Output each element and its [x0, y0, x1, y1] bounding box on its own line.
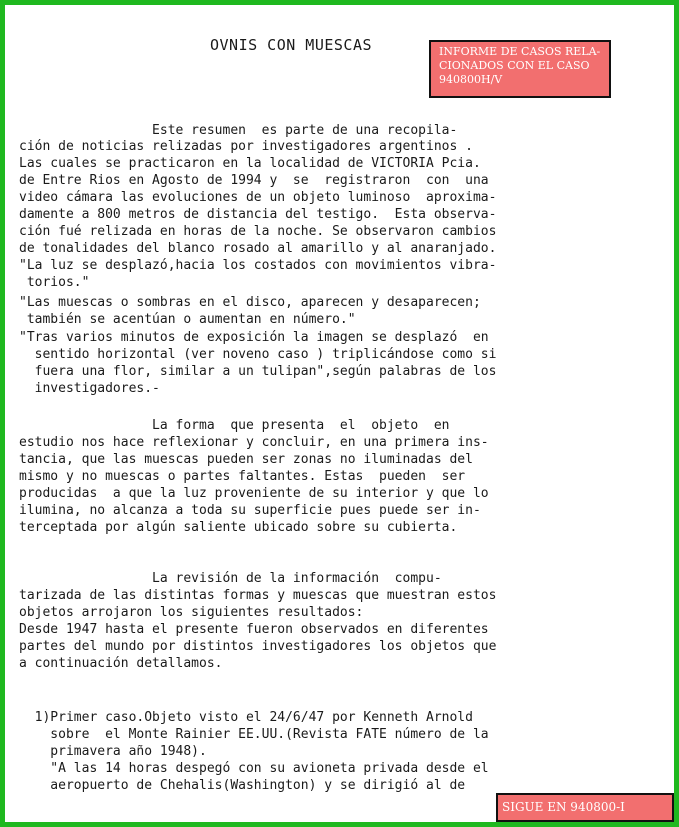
- text-line: "Las muescas o sombras en el disco, aparecen y desaparecen;: [19, 295, 481, 310]
- text-line: a continuación detallamos.: [19, 656, 223, 671]
- text-line: tancia, que las muescas pueden ser zonas no iluminadas del: [19, 452, 473, 467]
- document-title: OVNIS CON MUESCAS: [210, 36, 373, 54]
- text-line: ción fué relizada en horas de la noche. Se observaron cambios: [19, 224, 497, 239]
- text-line: La revisión de la información compu-: [19, 571, 442, 586]
- text-line: ción de noticias relizadas por investigadores argentinos .: [19, 139, 473, 154]
- text-line: tarizada de las distintas formas y muescas que muestran estos: [19, 588, 497, 603]
- text-line: primavera año 1948).: [19, 744, 207, 759]
- text-line: sentido horizontal (ver noveno caso ) triplicándose como si: [19, 347, 497, 362]
- case-report-stamp: [429, 40, 611, 98]
- text-line: de tonalidades del blanco rosado al amarillo y al anaranjado.: [19, 241, 497, 256]
- text-line: terceptada por algún saliente ubicado sobre su cubierta.: [19, 520, 458, 535]
- text-line: torios.": [19, 275, 90, 290]
- text-line: Las cuales se practicaron en la localidad de VICTORIA Pcia.: [19, 156, 481, 171]
- text-line: fuera una flor, similar a un tulipan",según palabras de los: [19, 364, 497, 379]
- text-line: estudio nos hace reflexionar y concluir, en una primera ins-: [19, 435, 489, 450]
- text-line: Desde 1947 hasta el presente fueron observados en diferentes: [19, 622, 489, 637]
- text-line: también se acentúan o aumentan en número.": [19, 312, 356, 327]
- text-line: de Entre Rios en Agosto de 1994 y se registraron con una: [19, 173, 489, 188]
- text-line: ilumina, no alcanza a toda su superficie pues puede ser in-: [19, 503, 481, 518]
- text-line: objetos arrojaron los siguientes resultados:: [19, 605, 364, 620]
- stamp-line-1: INFORME DE CASOS RELA-: [439, 45, 601, 58]
- text-line: "La luz se desplazó,hacia los costados con movimientos vibra-: [19, 258, 497, 273]
- text-line: investigadores.-: [19, 381, 160, 396]
- text-line: La forma que presenta el objeto en: [19, 418, 450, 433]
- text-line: "Tras varios minutos de exposición la imagen se desplazó en: [19, 330, 489, 345]
- stamp-line-2: CIONADOS CON EL CASO: [439, 59, 590, 72]
- text-line: producidas a que la luz proveniente de su interior y que lo: [19, 486, 489, 501]
- text-line: partes del mundo por distintos investigadores los objetos que: [19, 639, 497, 654]
- text-line: 1)Primer caso.Objeto visto el 24/6/47 por Kenneth Arnold: [19, 710, 473, 725]
- text-line: aeropuerto de Chehalis(Washington) y se dirigió al de: [19, 778, 466, 793]
- text-line: video cámara las evoluciones de un objeto luminoso aproxima-: [19, 190, 497, 205]
- text-line: damente a 800 metros de distancia del testigo. Esta observa-: [19, 207, 497, 222]
- document-page: [5, 5, 674, 822]
- text-line: Este resumen es parte de una recopila-: [19, 123, 458, 138]
- stamp-line-3: 940800H/V: [439, 73, 503, 86]
- text-line: mismo y no muescas o partes faltantes. Estas pueden ser: [19, 469, 466, 484]
- text-line: "A las 14 horas despegó con su avioneta privada desde el: [19, 761, 489, 776]
- text-line: sobre el Monte Rainier EE.UU.(Revista FATE número de la: [19, 727, 489, 742]
- continuation-stamp: SIGUE EN 940800-I: [496, 793, 674, 822]
